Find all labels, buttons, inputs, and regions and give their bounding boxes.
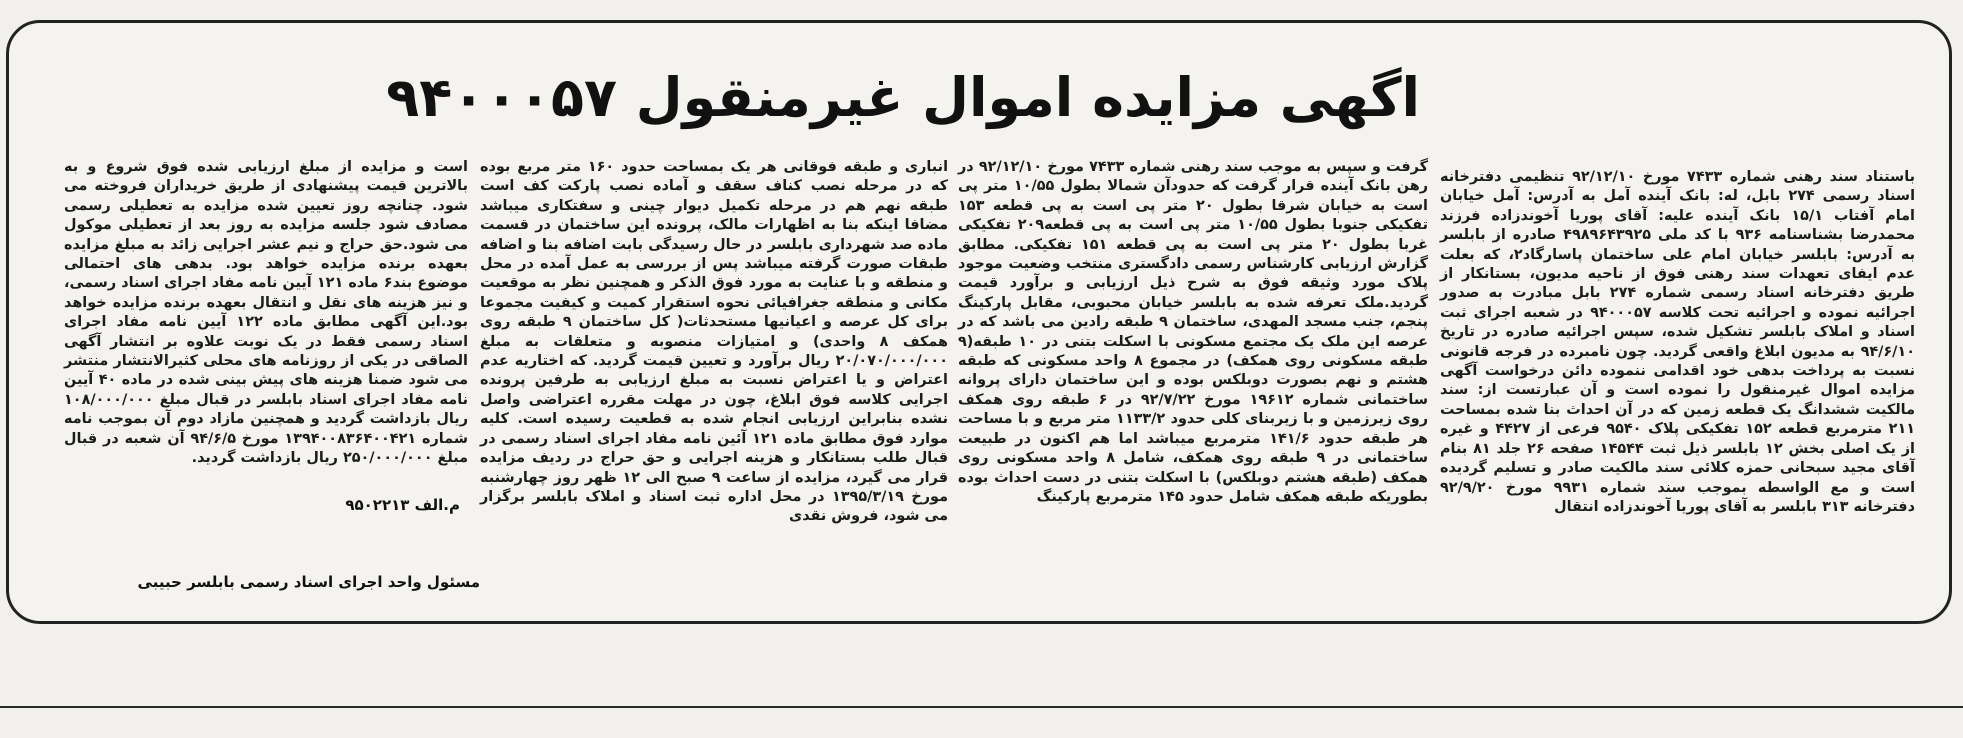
reference-number: م.الف ۹۵۰۲۲۱۳ [345,496,460,514]
notice-title: اگهی مزایده اموال غیرمنقول ۹۴۰۰۰۵۷ [386,66,1420,129]
notice-column-2: گرفت و سپس به موجب سند رهنی شماره ۷۴۳۳ مورخ ۹۲/۱۲/۱۰ در رهن بانک آینده قرار گرفت که حدودآن شمالا بطول ۱۰/۵۵ متر پی است به خیابان شرقا بطول ۲۰ متر پی است به پی قطعه ۱۵۳ تفکیکی جنوبا بطول ۱۰/۵۵ متر پی است به پی قطعه۲۰۹ تفکیکی غربا بطول ۲۰ متر پی است به پی قطعه ۱۵۱ تفکیکی. مطابق گزارش ارزیابی کارشناس رسمی دادگستری منتخب وضعیت موجود پلاک مورد وثیقه فوق به شرح ذیل ارزیابی و برآورد قیمت گردید.ملک تعرفه شده به بابلسر خیابان محبوبی، مقابل پارکینگ پنجم، جنب مسجد المهدی، ساختمان ۹ طبقه رادین می باشد که در عرصه این ملک یک مجتمع مسکونی با اسکلت بتنی در ۱۰ طبقه(۹ طبقه مسکونی روی همکف) در مجموع ۸ واحد مسکونی که طبقه هشتم و نهم بصورت دوبلکس بوده و این ساختمان دارای پروانه ساختمانی شماره ۱۹۶۱۲ مورخ ۹۲/۷/۲۲ در ۶ طبقه روی همکف روی زیرزمین و با زیربنای کلی حدود ۱۱۳۳/۲ متر مربع و با مساحت هر طبقه حدود ۱۴۱/۶ مترمربع میباشد اما هم اکنون در طبیعت ساختمانی در ۹ طبقه روی همکف، شامل ۸ واحد مسکونی روی همکف (طبقه هشتم دوبلکس) با اسکلت بتنی در دست احداث بوده بطوریکه طبقه همکف شامل حدود ۱۴۵ مترمربع پارکینگ [958,159,1429,505]
signature-line: مسئول واحد اجرای اسناد رسمی بابلسر حبیبی [137,573,480,591]
page-divider [0,706,1963,708]
notice-column-3: انباری و طبقه فوقانی هر یک بمساحت حدود ۱۶۰ متر مربع بوده که در مرحله نصب کناف سقف و آماده نصب پارکت کف است طبقه نهم هم در مرحله تکمیل دیوار چینی و سفتکاری میباشد مضافا اینکه بنا به اظهارات مالک، پرونده این ساختمان در قسمت ماده صد شهرداری بابلسر در حال رسیدگی بابت اضافه بنا و اضافه طبقات صورت گرفته میباشد پس از بررسی به عمل آمده در محل و منطقه و با عنایت به مورد فوق الذکر و همچنین نظر به موقعیت مکانی و منطقه جغرافیائی نحوه استقرار کمیت و کیفیت مجموعا برای کل عرصه و اعیانیها مستحدثات( کل ساختمان ۹ طبقه روی همکف ۸ واحدی) و امتیازات منصوبه و متعلقات به مبلغ ۲۰/۰۷۰/۰۰۰/۰۰۰ ریال برآورد و تعیین قیمت گردید. که اختاریه عدم اعتراض و یا اعتراض نسبت به مبلغ ارزیابی به طرفین پرونده اجرایی کلاسه فوق ابلاغ، چون در مهلت مقرره اعتراضی واصل نشده بنابراین ارزیابی انجام شده به قطعیت رسیده است. کلیه موارد فوق مطابق ماده ۱۲۱ آئین نامه مفاد اجرای اسناد رسمی در قبال طلب بستانکار و هزینه اجرایی و حق حراج در ردیف مزایده قرار می گیرد، مزایده از ساعت ۹ صبح الی ۱۲ ظهر روز چهارشنبه مورخ ۱۳۹۵/۳/۱۹ در محل اداره ثبت اسناد و املاک بابلسر برگزار می شود، فروش نقدی [480,159,949,525]
notice-column-1: باستناد سند رهنی شماره ۷۴۳۳ مورخ ۹۲/۱۲/۱۰ تنظیمی دفترخانه اسناد رسمی ۲۷۴ بابل، له: بانک آینده آمل به آدرس: آمل خیابان امام آفتاب ۱۵/۱ بانک آینده علیه: آقای پوریا آخوندزاده فرزند محمدرضا بشناسنامه ۹۳۶ با کد ملی ۴۹۸۹۶۴۳۹۲۵ صادره از بابلسر به آدرس: بابلسر خیابان امام علی ساختمان پاسارگاد۲، که بعلت عدم ایفای تعهدات سند رهنی فوق از ناحیه مدیون، بستانکار از طریق دفترخانه اسناد رسمی شماره ۲۷۴ بابل مبادرت به صدور اجرائیه نموده و اجرائیه تحت کلاسه ۹۴۰۰۰۵۷ در شعبه اجرای ثبت اسناد و املاک بابلسر تشکیل شده، سپس اجرائیه صادره در تاریخ ۹۴/۶/۱۰ به مدیون ابلاغ واقعی گردید. چون نامبرده در فرجه قانونی نسبت به پرداخت بدهی خود اقدامی ننموده دائن درخواست آگهی مزایده اموال غیرمنقول را نموده است و آن عبارتست از: سند مالکیت ششدانگ یک قطعه زمین که در آن احداث بنا شده بمساحت ۲۱۱ مترمربع قطعه ۱۵۲ تفکیکی پلاک ۹۵۴۰ فرعی از ۴۴۲۷ و غیره از یک اصلی بخش ۱۲ بابلسر ذیل ثبت ۱۴۵۴۴ صفحه ۲۶ جلد ۸۱ بنام آقای مجید سبحانی حمزه کلائی سند مالکیت صادر و تسلیم گردیده است و مع الواسطه بموجب سند شماره ۹۹۳۱ مورخ ۹۲/۹/۲۰ دفترخانه ۳۱۳ بابلسر به آقای پوریا آخوندزاده انتقال [1440,169,1916,515]
notice-column-4: است و مزایده از مبلغ ارزیابی شده فوق شروع و به بالاترین قیمت پیشنهادی از طریق خریداران فروخته می شود. چنانچه روز تعیین شده مزایده به تعطیلی رسمی مصادف شود جلسه مزایده به روز بعد از تعطیلی موکول می شود.حق حراج و نیم عشر اجرایی زائد به مبلغ مزایده بعهده برنده مزایده خواهد بود. بدهی های احتمالی موضوع بند۶ ماده ۱۲۱ آیین نامه مفاد اجرای اسناد رسمی، و نیز هزینه های نقل و انتقال بعهده برنده مزایده خواهد بود.این آگهی مطابق ماده ۱۲۲ آیین نامه مفاد اجرای اسناد رسمی فقط در یک نوبت علاوه بر انتشار آگهی الصاقی در یکی از روزنامه های محلی کثیرالانتشار منتشر می شود ضمنا هزینه های پیش بینی شده در ماده ۴۰ آیین نامه مفاد اجرای اسناد بابلسر در قبال مبلغ ۱۰۸/۰۰۰/۰۰۰ ریال بازداشت گردید و همچنین مازاد دوم آن بموجب نامه شماره ۱۳۹۴۰۰۸۳۶۴۰۰۴۲۱ مورخ ۹۴/۶/۵ آن شعبه در قبال مبلغ ۲۵۰/۰۰۰/۰۰۰ ریال بازداشت گردید. [64,159,469,467]
